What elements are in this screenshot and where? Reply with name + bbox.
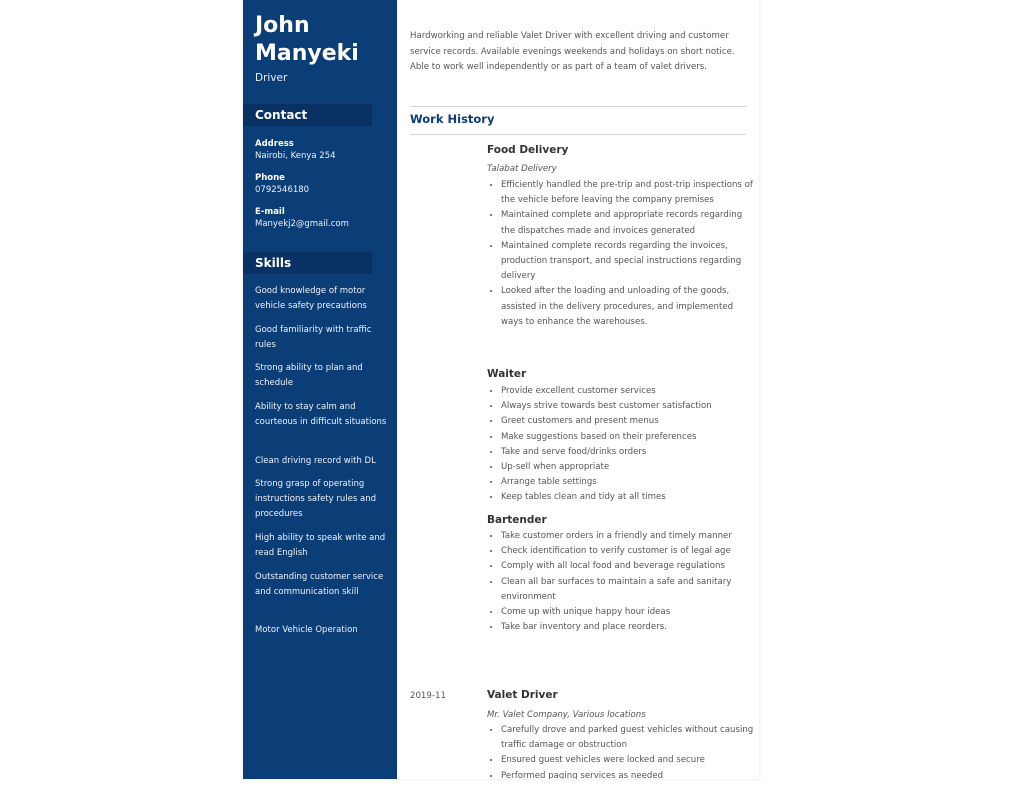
skill-item: Motor Vehicle Operation xyxy=(255,625,358,635)
job-bullets xyxy=(487,384,757,506)
job-bullet: • Keep tables clean and tidy at all times xyxy=(501,490,757,505)
phone-value: 0792546180 xyxy=(255,185,310,195)
divider xyxy=(410,134,746,135)
first-name: John xyxy=(255,13,310,38)
job-bullet: • Carefully drove and parked guest vehicles without causing traffic damage or obstruction xyxy=(501,723,757,753)
candidate-name xyxy=(255,12,395,68)
skill-item: High ability to speak write and read English xyxy=(255,533,386,558)
skill-item: Good familiarity with traffic rules xyxy=(255,325,372,350)
job-bullet: • Check identification to verify customer is of legal age xyxy=(501,544,757,559)
sidebar xyxy=(243,0,397,779)
job-bullet: • Maintained complete records regarding the invoices, production transport, and special instructions regarding delivery xyxy=(501,239,757,285)
phone-block xyxy=(255,172,393,196)
job-bullet: • Take bar inventory and place reorders. xyxy=(501,620,757,635)
job-bullet: • Clean all bar surfaces to maintain a safe and sanitary environment xyxy=(501,575,757,605)
skill-item: Ability to stay calm and courteous in difficult situations xyxy=(255,402,387,427)
resume-page xyxy=(243,0,759,779)
job-bullet: • Take and serve food/drinks orders xyxy=(501,445,757,460)
address-block xyxy=(255,138,393,162)
skill-item: Outstanding customer service and communication skill xyxy=(255,572,384,597)
candidate-role: Driver xyxy=(255,72,288,84)
job-title: Waiter xyxy=(487,368,527,380)
address-label: Address xyxy=(255,139,294,149)
skills-heading: Skills xyxy=(243,252,372,274)
job-bullet: • Up-sell when appropriate xyxy=(501,460,757,475)
email-label: E-mail xyxy=(255,207,285,217)
divider xyxy=(410,106,746,107)
job-bullet: • Take customer orders in a friendly and timely manner xyxy=(501,529,757,544)
email-value: Manyekj2@gmail.com xyxy=(255,219,349,229)
skill-item: Strong grasp of operating instructions safety rules and procedures xyxy=(255,479,376,519)
job-bullet: • Make suggestions based on their preferences xyxy=(501,430,757,445)
job-company: Talabat Delivery xyxy=(487,164,557,174)
email-block xyxy=(255,206,393,230)
phone-label: Phone xyxy=(255,173,285,183)
job-bullet: • Always strive towards best customer satisfaction xyxy=(501,399,757,414)
contact-heading: Contact xyxy=(243,104,372,126)
address-value: Nairobi, Kenya 254 xyxy=(255,151,336,161)
skill-item: Strong ability to plan and schedule xyxy=(255,363,363,388)
job-bullets xyxy=(487,529,757,635)
job-company: Mr. Valet Company, Various locations xyxy=(487,710,646,720)
main-content xyxy=(397,0,759,779)
last-name: Manyeki xyxy=(255,41,359,66)
job-bullet: • Comply with all local food and beverage regulations xyxy=(501,559,757,574)
professional-summary: Hardworking and reliable Valet Driver with excellent driving and customer service records. Available evenings weekends and holidays on short notice. Able to work well independently or as part of a team of valet drivers. xyxy=(410,31,735,72)
job-bullets xyxy=(487,178,757,330)
work-history-heading: Work History xyxy=(410,112,495,126)
job-bullet: • Efficiently handled the pre-trip and post-trip inspections of the vehicle before leaving the company premises xyxy=(501,178,757,208)
job-title: Valet Driver xyxy=(487,689,558,701)
skill-item: Clean driving record with DL xyxy=(255,456,376,466)
job-title: Bartender xyxy=(487,514,547,526)
job-bullet: • Arrange table settings xyxy=(501,475,757,490)
job-bullet: • Ensured guest vehicles were locked and secure xyxy=(501,753,757,768)
job-bullets xyxy=(487,723,757,779)
job-bullet: • Come up with unique happy hour ideas xyxy=(501,605,757,620)
job-date: 2019-11 xyxy=(410,691,446,701)
job-bullet: • Greet customers and present menus xyxy=(501,414,757,429)
job-title: Food Delivery xyxy=(487,144,569,156)
job-bullet: • Maintained complete and appropriate records regarding the dispatches made and invoices generated xyxy=(501,208,757,238)
job-bullet: • Looked after the loading and unloading of the goods, assisted in the delivery procedures, and implemented ways to enhance the warehouses. xyxy=(501,284,757,330)
job-bullet: • Provide excellent customer services xyxy=(501,384,757,399)
job-bullet: • Performed paging services as needed xyxy=(501,769,757,779)
skill-item: Good knowledge of motor vehicle safety precautions xyxy=(255,286,367,311)
